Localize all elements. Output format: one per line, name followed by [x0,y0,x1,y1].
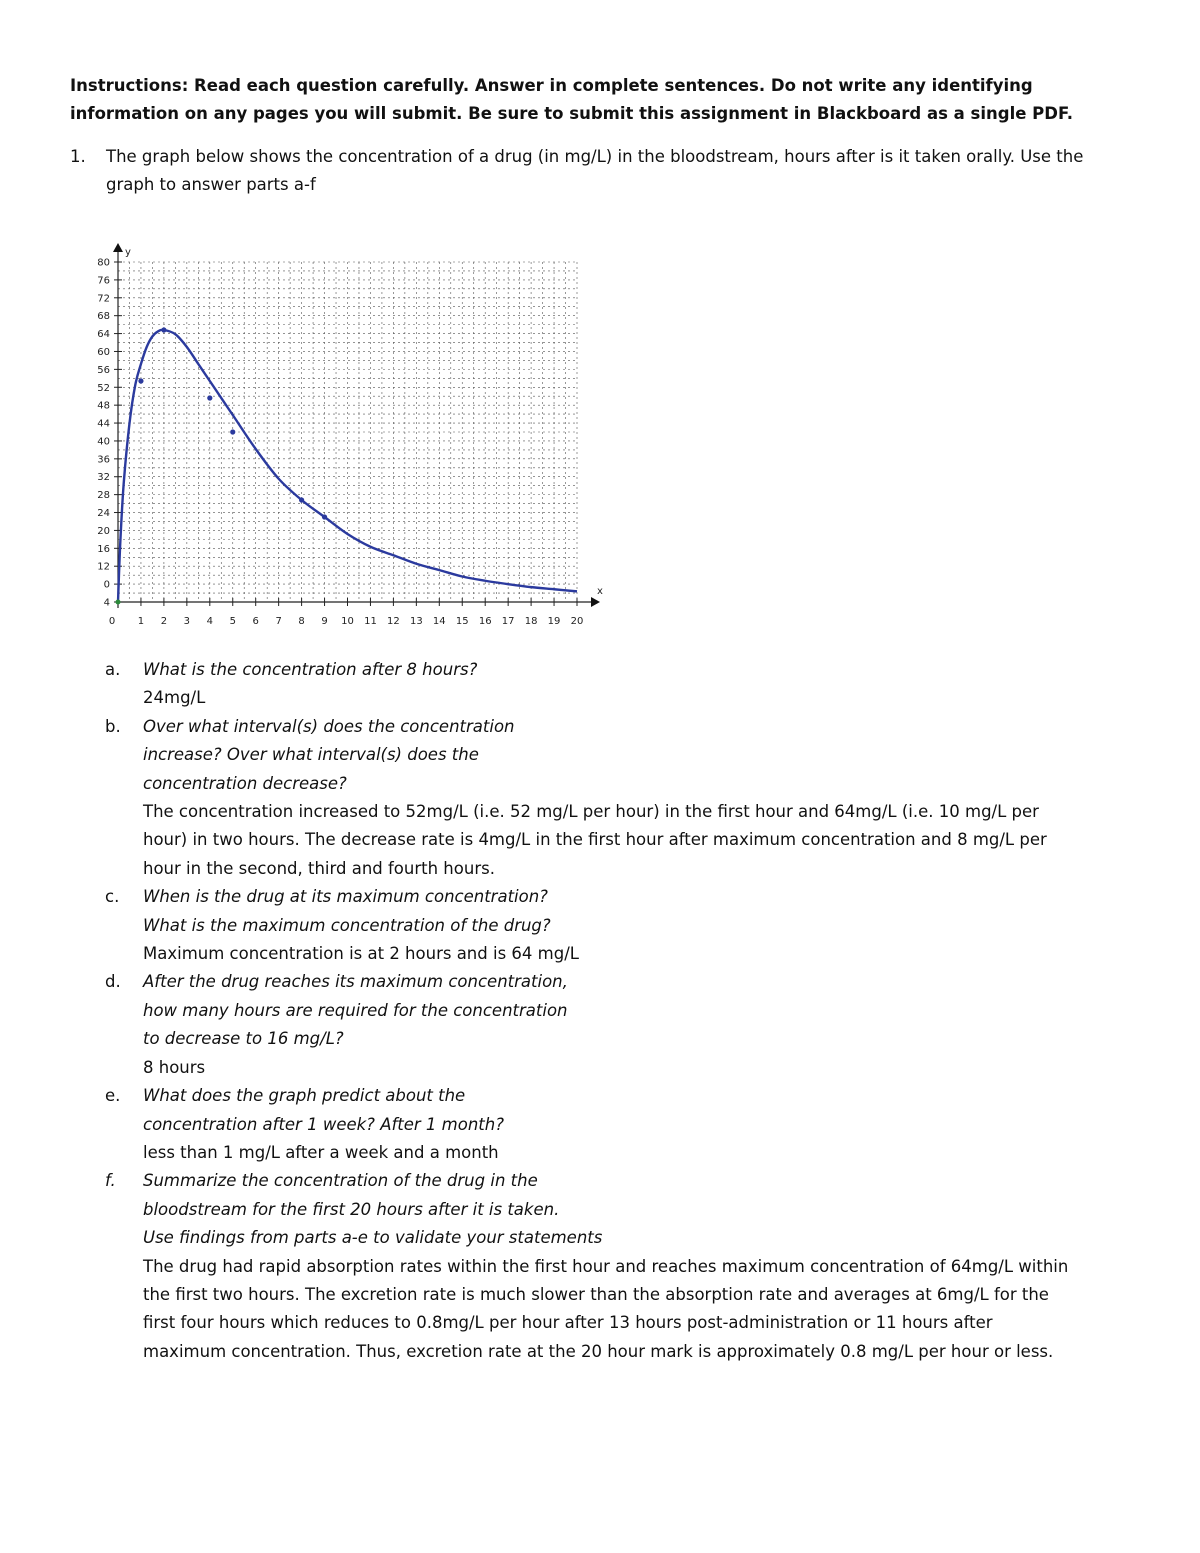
origin-point [116,600,121,605]
part-label: f. [105,1171,116,1191]
question-line: increase? Over what interval(s) does the [143,745,479,765]
part-question [143,1167,1135,1252]
x-tick-label: 3 [183,616,191,627]
x-tick-label: 11 [364,616,377,627]
question-part [105,968,1135,1082]
answer-line: hour) in two hours. The decrease rate is 4mg/L in the first hour after maximum concentration and 8 mg/L per [143,830,1047,850]
x-axis-label: x [597,586,603,597]
chart-series [118,330,577,602]
x-tick-label: 20 [570,616,584,627]
x-tick-label: 10 [341,616,354,627]
part-label: c. [105,887,120,907]
chart-grid [118,262,577,602]
question-line: Use findings from parts a-e to validate your statements [143,1228,603,1248]
part-answer [143,1253,1135,1367]
x-tick-label: 9 [321,616,328,627]
question-part [105,1167,1135,1366]
question-line: What is the concentration after 8 hours? [143,660,478,679]
chart-svg [70,240,610,640]
x-tick-label: 2 [160,616,168,627]
answer-line: The concentration increased to 52mg/L (i.e. 52 mg/L per hour) in the first hour and 64mg/L (i.e. 10 mg/L per [143,802,1039,822]
x-tick-label: 17 [501,616,515,627]
question-line: to decrease to 16 mg/L? [143,1029,344,1049]
question-text: The graph below shows the concentration of a drug (in mg/L) in the bloodstream, hours after is it taken orally. Use the graph to answer parts a-f [106,147,1084,194]
question-part [105,713,1135,883]
question-line: concentration after 1 week? After 1 month? [143,1114,504,1134]
concentration-chart [70,240,610,640]
y-tick-label: 4 [103,597,110,609]
answer-line: 24mg/L [143,688,206,708]
y-axis-label: y [125,247,131,258]
y-tick-label: 68 [97,311,110,323]
y-tick-label: 80 [97,257,110,269]
y-tick-label: 36 [97,454,110,466]
chart-tick-labels [97,258,583,628]
part-answer [143,940,1135,968]
data-point [161,327,166,332]
y-tick-label: 56 [97,364,110,376]
question-line: After the drug reaches its maximum concentration, [143,972,568,992]
question-part [105,883,1135,968]
y-tick-label: 0 [103,579,110,591]
y-tick-label: 40 [97,436,110,448]
answer-line: 8 hours [143,1057,206,1077]
part-question [143,656,1135,684]
part-label: d. [105,972,121,992]
part-answer [143,798,1135,883]
part-question [143,968,1135,1053]
answer-line: Maximum concentration is at 2 hours and is 64 mg/L [143,944,579,964]
x-tick-label: 4 [206,616,213,627]
question-line: What does the graph predict about the [143,1086,466,1106]
x-tick-label: 12 [387,616,400,627]
y-tick-label: 28 [97,490,110,502]
question-part [105,656,1135,713]
x-tick-label: 5 [229,616,236,627]
answer-line: the first two hours. The excretion rate is much slower than the absorption rate and averages at 6mg/L for the [143,1284,1049,1304]
x-axis-arrow-icon [591,597,600,607]
question-number: 1. [70,147,86,166]
x-tick-label: 15 [455,616,469,627]
concentration-curve [118,330,577,602]
data-point [230,429,235,434]
part-label: e. [105,1086,121,1106]
x-tick-label: 19 [547,616,561,627]
x-tick-label: 0 [108,616,116,627]
part-label: b. [105,716,121,736]
question-line: how many hours are required for the concentration [143,1000,568,1020]
x-tick-label: 18 [524,616,538,627]
part-label: a. [105,660,121,679]
data-point [322,514,327,519]
y-tick-label: 44 [97,418,110,430]
y-tick-label: 24 [97,508,110,520]
y-tick-label: 72 [97,293,110,305]
part-question [143,1082,1135,1139]
y-tick-label: 20 [97,525,110,537]
part-answer [143,1054,1135,1082]
part-question [143,713,1135,798]
data-point [299,497,304,502]
part-answer [143,1139,1135,1167]
answer-line: less than 1 mg/L after a week and a month [143,1142,499,1162]
question-line: bloodstream for the first 20 hours after it is taken. [143,1199,560,1219]
data-point [207,395,212,400]
question-line: concentration decrease? [143,773,347,793]
y-tick-label: 32 [97,472,110,484]
question-line: Over what interval(s) does the concentration [143,716,515,736]
answer-line: hour in the second, third and fourth hours. [143,858,495,878]
answer-line: first four hours which reduces to 0.8mg/L per hour after 13 hours post-administration or 11 hours after [143,1313,993,1333]
part-answer [143,684,1135,712]
question-line: When is the drug at its maximum concentration? [143,887,548,907]
y-tick-label: 16 [97,543,110,555]
y-tick-label: 76 [97,275,110,287]
y-tick-label: 64 [97,329,110,341]
x-tick-label: 14 [432,616,446,627]
question-1 [70,143,1130,199]
y-axis-arrow-icon [113,243,123,252]
question-line: Summarize the concentration of the drug in the [143,1171,538,1191]
x-tick-label: 8 [298,616,305,627]
question-part [105,1082,1135,1167]
x-tick-label: 6 [252,616,259,627]
question-line: What is the maximum concentration of the drug? [143,915,551,935]
question-parts [105,656,1135,1366]
y-tick-label: 60 [97,346,110,358]
y-tick-label: 12 [97,561,110,573]
x-tick-label: 16 [478,616,492,627]
part-question [143,883,1135,940]
x-tick-label: 1 [137,616,145,627]
answer-line: The drug had rapid absorption rates within the first hour and reaches maximum concentration of 64mg/L within [143,1256,1069,1276]
data-point [138,378,143,383]
answer-line: maximum concentration. Thus, excretion rate at the 20 hour mark is approximately 0.8 mg/L per hour or less. [143,1341,1054,1361]
x-tick-label: 7 [275,616,282,627]
x-tick-label: 13 [409,616,423,627]
instructions-text: Instructions: Read each question carefully. Answer in complete sentences. Do not write any identifying information on any pages you will submit. Be sure to submit this assignment in Blackboard as a single PDF. [70,76,1074,123]
y-tick-label: 48 [97,400,110,412]
y-tick-label: 52 [97,382,110,394]
